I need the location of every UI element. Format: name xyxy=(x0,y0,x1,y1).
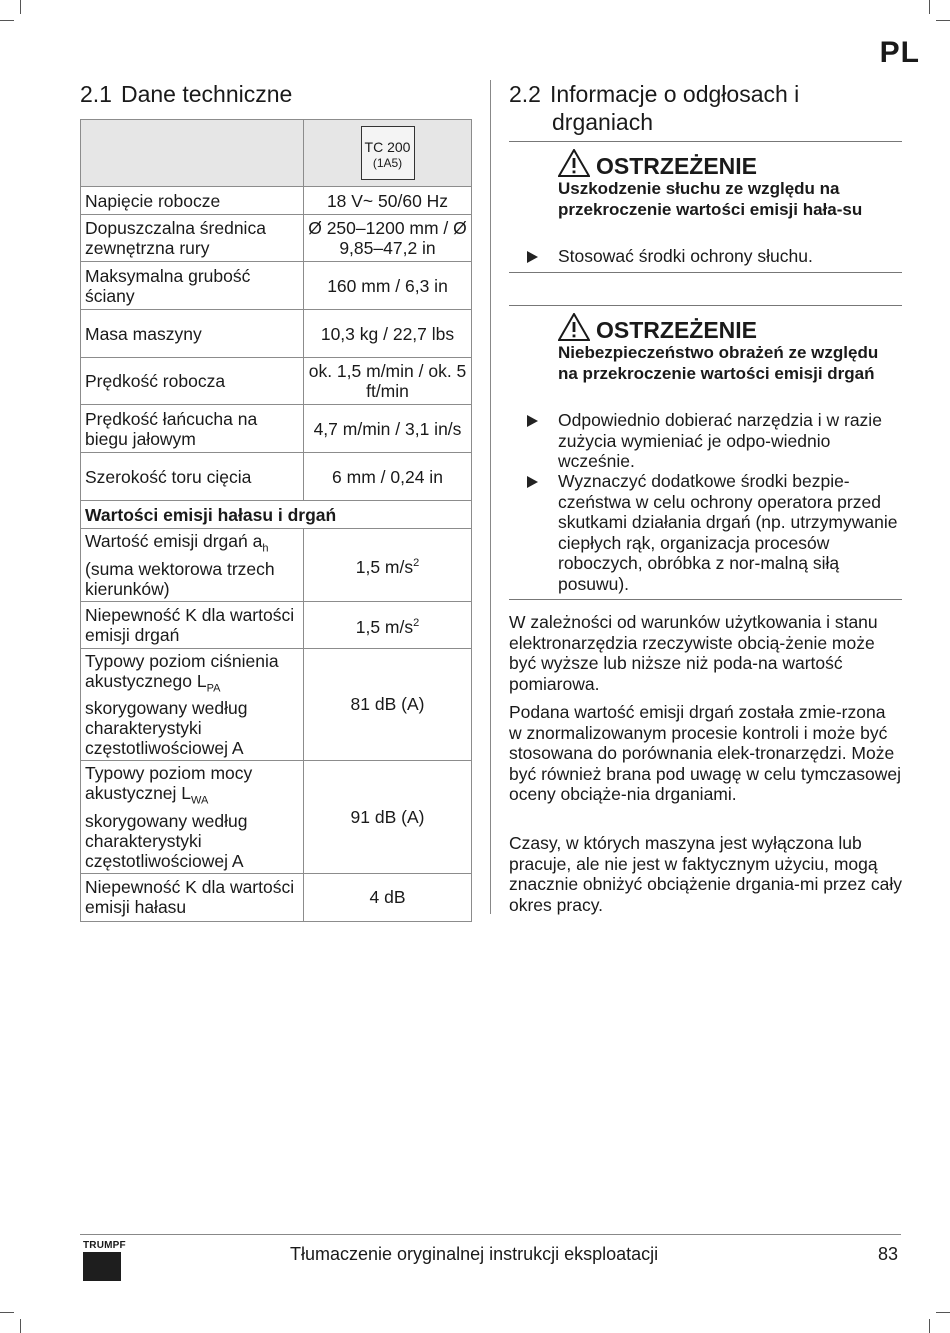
table-row xyxy=(81,601,472,648)
row-value: 6 mm / 0,24 in xyxy=(304,453,472,501)
crop-mark xyxy=(929,1319,930,1333)
label-text: skorygowany według charakterystyki częstotliwościowej A xyxy=(85,810,248,871)
row-label xyxy=(81,529,304,602)
divider xyxy=(509,599,902,600)
row-value: 10,3 kg / 22,7 lbs xyxy=(304,310,472,358)
label-subscript: h xyxy=(262,542,269,555)
table-row xyxy=(81,310,472,358)
section-title-technical-data xyxy=(80,80,292,108)
technical-data-table xyxy=(80,119,472,922)
row-value: ok. 1,5 m/min / ok. 5 ft/min xyxy=(304,358,472,405)
row-value: 18 V~ 50/60 Hz xyxy=(304,187,472,215)
row-label xyxy=(81,601,304,648)
row-value xyxy=(304,601,472,648)
body-paragraph: W zależności od warunków użytkowania i stanu elektronarzędzia rzeczywiste obcią-żenie może być wyższe lub niższe niż poda-na wartość pomiarowa. xyxy=(509,612,878,694)
model-code: (1A5) xyxy=(372,156,403,170)
warning-heading-text: OSTRZEŻENIE xyxy=(596,317,758,343)
table-row xyxy=(81,215,472,262)
bullet-text: Stosować środki ochrony słuchu. xyxy=(558,246,813,266)
language-tag: PL xyxy=(879,36,920,69)
row-label: Prędkość łańcucha na biegu jałowym xyxy=(81,405,304,453)
row-label: Napięcie robocze xyxy=(81,187,304,215)
table-row xyxy=(81,187,472,215)
crop-mark xyxy=(0,20,14,21)
section-number: 2.2 xyxy=(509,81,541,107)
crop-mark xyxy=(20,0,21,14)
divider xyxy=(509,305,902,306)
model-name: TC 200 xyxy=(364,139,411,155)
row-label: Szerokość toru cięcia xyxy=(81,453,304,501)
crop-mark xyxy=(936,1312,950,1313)
label-text: (suma wektorowa trzech kierunków) xyxy=(85,558,275,599)
section-title-text: Dane techniczne xyxy=(120,81,293,107)
table-header-row xyxy=(81,120,472,187)
section-number: 2.1 xyxy=(80,81,112,107)
bullet-text: Wyznaczyć dodatkowe środki bezpie-czeństwa w celu ochrony operatora przed skutkami działania drgań (np. utrzymywanie ciepłych rąk, organizacja procesów roboczych, obróbka z nor-malną siłą posuwu). xyxy=(558,471,898,594)
crop-mark xyxy=(936,20,950,21)
crop-mark xyxy=(0,1312,14,1313)
value-superscript: 2 xyxy=(413,616,420,629)
value-text: 1,5 m/s xyxy=(355,556,414,577)
row-label: Masa maszyny xyxy=(81,310,304,358)
section-title-text: Informacje o odgłosach i xyxy=(549,81,800,107)
footer-caption: Tłumaczenie oryginalnej instrukcji eksploatacji xyxy=(290,1244,659,1264)
model-badge xyxy=(361,126,415,180)
table-row xyxy=(81,262,472,310)
section-title-noise-vibration xyxy=(509,80,799,108)
header-empty-cell xyxy=(81,120,304,187)
warning-heading xyxy=(558,313,757,347)
value-text: 1,5 m/s xyxy=(355,616,414,637)
row-label xyxy=(81,761,304,874)
table-row xyxy=(81,529,472,602)
warning-heading-text: OSTRZEŻENIE xyxy=(596,153,758,179)
bullet-triangle-icon xyxy=(527,476,538,488)
crop-mark xyxy=(929,0,930,14)
warning-triangle-icon xyxy=(558,313,596,347)
row-label: Dopuszczalna średnica zewnętrzna rury xyxy=(81,215,304,262)
header-model-cell xyxy=(304,120,472,187)
label-text: skorygowany według charakterystyki częstotliwościowej A xyxy=(85,698,248,758)
warning-heading xyxy=(558,149,757,183)
group-heading-row xyxy=(81,501,472,529)
page-number: 83 xyxy=(877,1244,898,1264)
row-label xyxy=(81,873,304,921)
warning-triangle-icon xyxy=(558,149,596,183)
row-label: Prędkość robocza xyxy=(81,358,304,405)
table-row xyxy=(81,453,472,501)
trumpf-logo-text: TRUMPF xyxy=(83,1240,126,1251)
group-heading: Wartości emisji hałasu i drgań xyxy=(81,501,472,529)
row-value: 91 dB (A) xyxy=(304,761,472,874)
divider xyxy=(509,272,902,273)
warning-subtitle: Uszkodzenie słuchu ze względu na przekroczenie wartości emisji hała-su xyxy=(558,179,863,219)
row-value: Ø 250–1200 mm / Ø 9,85–47,2 in xyxy=(304,215,472,262)
table-row xyxy=(81,405,472,453)
warning-bullet xyxy=(525,410,900,472)
bullet-triangle-icon xyxy=(527,251,538,263)
trumpf-logo-block xyxy=(83,1252,121,1281)
label-text: Niepewność K dla wartości emisji hałasu xyxy=(85,877,295,917)
warning-bullet xyxy=(525,471,900,594)
label-text: Niepewność K dla wartości emisji drgań xyxy=(85,604,295,645)
table-row xyxy=(81,873,472,921)
row-value: 160 mm / 6,3 in xyxy=(304,262,472,310)
row-label: Maksymalna grubość ściany xyxy=(81,262,304,310)
value-superscript: 2 xyxy=(413,556,420,569)
row-value xyxy=(304,529,472,602)
table-row xyxy=(81,761,472,874)
label-text: Wartość emisji drgań a xyxy=(85,531,263,551)
body-paragraph: Czasy, w których maszyna jest wyłączona lub pracuje, ale nie jest w faktycznym użyciu, mogą znacznie obniżyć obciążenie drgania-mi przez cały okres pracy. xyxy=(509,833,902,915)
crop-mark xyxy=(20,1319,21,1333)
column-divider xyxy=(490,80,491,914)
row-value: 81 dB (A) xyxy=(304,648,472,761)
footer-divider xyxy=(80,1234,901,1235)
label-subscript: WA xyxy=(191,794,209,807)
body-paragraph: Podana wartość emisji drgań została zmie-rzona w znormalizowanym procesie kontroli i może być stosowana do porównania elek-tronarzędzi. Może być również brana pod uwagę w celu tymczasowej oceny obciąże-nia drganiami. xyxy=(509,702,901,804)
bullet-triangle-icon xyxy=(527,415,538,427)
row-value: 4,7 m/min / 3,1 in/s xyxy=(304,405,472,453)
section-title-line2: drganiach xyxy=(552,109,654,135)
table-row xyxy=(81,648,472,761)
label-text: Typowy poziom mocy akustycznej L xyxy=(85,763,253,803)
warning-subtitle: Niebezpieczeństwo obrażeń ze względu na przekroczenie wartości emisji drgań xyxy=(558,343,879,383)
warning-bullet xyxy=(525,246,900,267)
label-subscript: PA xyxy=(206,682,221,694)
row-value: 4 dB xyxy=(304,873,472,921)
label-text: Typowy poziom ciśnienia akustycznego L xyxy=(85,650,279,691)
bullet-text: Odpowiednio dobierać narzędzia i w razie zużycia wymieniać je odpo-wiednio wcześnie. xyxy=(558,410,882,471)
table-row xyxy=(81,358,472,405)
row-label xyxy=(81,648,304,761)
divider xyxy=(509,141,902,142)
